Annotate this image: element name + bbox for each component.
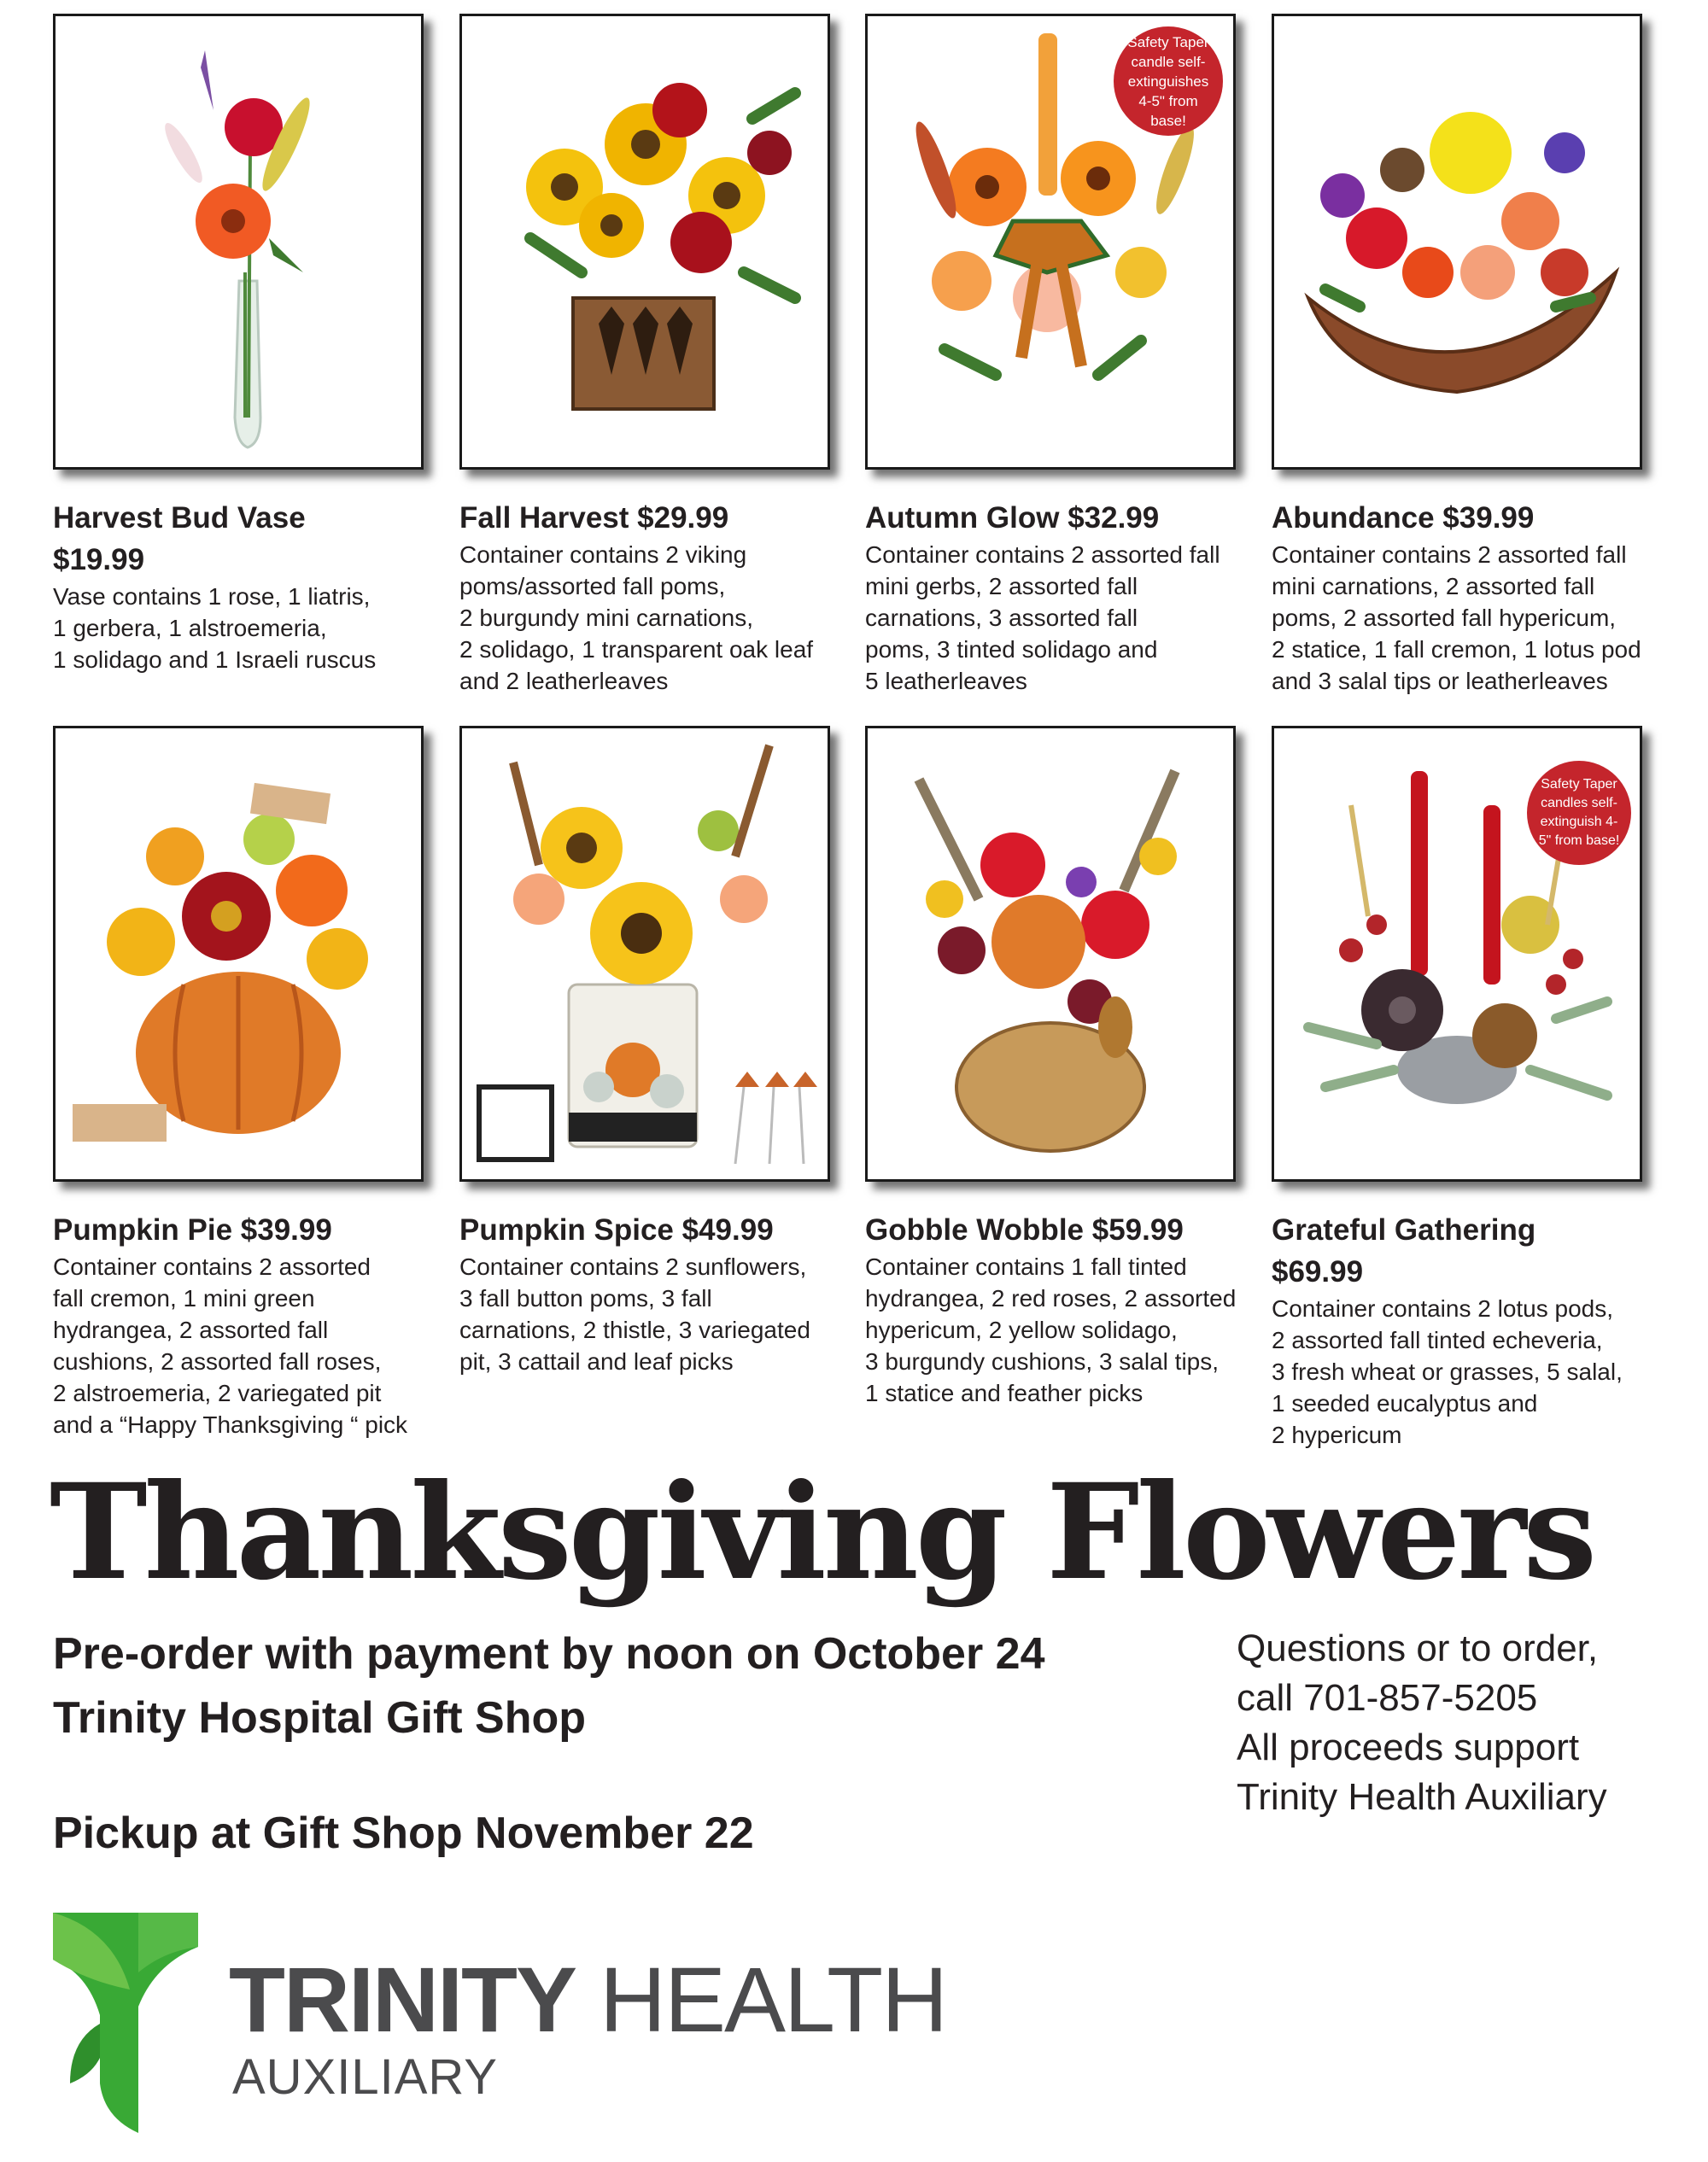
pumpkin-spice-illustration <box>462 728 828 1179</box>
product-desc-line: and 3 salal tips or leatherleaves <box>1272 668 1608 694</box>
fall-harvest-illustration <box>462 16 828 467</box>
product-desc-line: and a “Happy Thanksgiving “ pick <box>53 1411 408 1438</box>
product-photo <box>1272 726 1642 1182</box>
product-desc-line: 2 statice, 1 fall cremon, 1 lotus pod <box>1272 636 1641 663</box>
product-title: Pumpkin Pie $39.99 <box>53 1213 332 1247</box>
product-desc-line: 2 assorted fall tinted echeveria, <box>1272 1327 1603 1353</box>
product-photo <box>459 726 830 1182</box>
product-desc-line: 2 hypericum <box>1272 1422 1402 1448</box>
brand-subtitle: AUXILIARY <box>232 2049 498 2105</box>
product-desc-line: poms, 2 assorted fall hypericum, <box>1272 605 1617 631</box>
product-desc-line: Container contains 1 fall tinted <box>865 1253 1187 1280</box>
product-photo <box>53 14 424 470</box>
product-price: $19.99 <box>53 543 145 576</box>
pumpkin-pie-illustration <box>56 728 421 1179</box>
product-desc-line: 5 leatherleaves <box>865 668 1027 694</box>
product-desc-line: 1 solidago and 1 Israeli ruscus <box>53 646 377 673</box>
product-price: $69.99 <box>1272 1255 1364 1288</box>
preorder-info <box>53 1622 1045 1750</box>
product-desc-line: 2 solidago, 1 transparent oak leaf <box>459 636 814 663</box>
product-desc-line: Container contains 2 assorted fall <box>1272 541 1627 568</box>
contact-line: All proceeds support <box>1237 1727 1580 1768</box>
product-caption <box>865 1209 1275 1409</box>
product-title: Pumpkin Spice $49.99 <box>459 1213 774 1247</box>
product-caption <box>459 497 869 697</box>
product-photo <box>1272 14 1642 470</box>
safety-taper-badge: Safety Taper candle self-extinguishes 4-5" from base! <box>1114 26 1223 136</box>
product-desc-line: carnations, 2 thistle, 3 variegated <box>459 1317 810 1343</box>
product-caption <box>1272 1209 1682 1451</box>
product-desc-line: 1 seeded eucalyptus and <box>1272 1390 1538 1417</box>
product-caption <box>1272 497 1682 697</box>
product-title: Harvest Bud Vase <box>53 501 306 535</box>
product-caption <box>53 1209 463 1440</box>
preorder-line: Trinity Hospital Gift Shop <box>53 1693 586 1743</box>
product-desc-line: Vase contains 1 rose, 1 liatris, <box>53 583 371 610</box>
brand-name-regular: HEALTH <box>575 1948 947 2051</box>
product-desc-line: hypericum, 2 yellow solidago, <box>865 1317 1178 1343</box>
trinity-health-logo-icon <box>53 1913 207 2133</box>
product-desc-line: Container contains 2 sunflowers, <box>459 1253 807 1280</box>
product-title: Abundance $39.99 <box>1272 501 1535 535</box>
product-desc-line: 3 fresh wheat or grasses, 5 salal, <box>1272 1359 1623 1385</box>
product-title: Fall Harvest $29.99 <box>459 501 729 535</box>
contact-line: Questions or to order, <box>1237 1627 1599 1669</box>
product-title: Autumn Glow $32.99 <box>865 501 1160 535</box>
product-photo <box>865 14 1236 470</box>
product-desc-line: Container contains 2 lotus pods, <box>1272 1295 1614 1322</box>
abundance-illustration <box>1274 16 1640 467</box>
product-desc-line: pit, 3 cattail and leaf picks <box>459 1348 734 1375</box>
contact-info <box>1237 1624 1607 1822</box>
pickup-info: Pickup at Gift Shop November 22 <box>53 1808 754 1858</box>
product-desc-line: cushions, 2 assorted fall roses, <box>53 1348 382 1375</box>
product-desc-line: poms, 3 tinted solidago and <box>865 636 1158 663</box>
product-caption <box>459 1209 869 1377</box>
product-desc-line: Container contains 2 assorted <box>53 1253 371 1280</box>
product-desc-line: Container contains 2 viking <box>459 541 747 568</box>
safety-taper-badge: Safety Taper candles self-extinguish 4-5" from base! <box>1527 761 1631 865</box>
product-photo <box>865 726 1236 1182</box>
product-desc-line: poms/assorted fall poms, <box>459 573 726 599</box>
product-desc-line: 3 burgundy cushions, 3 salal tips, <box>865 1348 1220 1375</box>
gobble-wobble-illustration <box>868 728 1233 1179</box>
product-desc-line: and 2 leatherleaves <box>459 668 669 694</box>
product-desc-line: 3 fall button poms, 3 fall <box>459 1285 712 1312</box>
product-desc-line: mini carnations, 2 assorted fall <box>1272 573 1595 599</box>
product-desc-line: 1 gerbera, 1 alstroemeria, <box>53 615 327 641</box>
product-desc-line: Container contains 2 assorted fall <box>865 541 1220 568</box>
product-desc-line: carnations, 3 assorted fall <box>865 605 1138 631</box>
product-caption <box>53 497 463 675</box>
brand-name <box>229 1949 946 2051</box>
contact-line: Trinity Health Auxiliary <box>1237 1776 1607 1818</box>
product-desc-line: fall cremon, 1 mini green <box>53 1285 315 1312</box>
page-title: Thanksgiving Flowers <box>50 1455 1594 1610</box>
product-desc-line: 2 burgundy mini carnations, <box>459 605 753 631</box>
preorder-line: Pre-order with payment by noon on October 24 <box>53 1629 1045 1679</box>
product-caption <box>865 497 1275 697</box>
product-desc-line: 2 alstroemeria, 2 variegated pit <box>53 1380 382 1406</box>
product-title: Grateful Gathering <box>1272 1213 1536 1247</box>
product-photo <box>53 726 424 1182</box>
product-desc-line: hydrangea, 2 red roses, 2 assorted <box>865 1285 1237 1312</box>
product-desc-line: hydrangea, 2 assorted fall <box>53 1317 329 1343</box>
product-photo <box>459 14 830 470</box>
bud-vase-illustration <box>56 16 421 467</box>
product-desc-line: 1 statice and feather picks <box>865 1380 1144 1406</box>
brand-name-bold: TRINITY <box>229 1948 576 2051</box>
product-desc-line: mini gerbs, 2 assorted fall <box>865 573 1138 599</box>
contact-line: call 701-857-5205 <box>1237 1677 1538 1719</box>
product-title: Gobble Wobble $59.99 <box>865 1213 1184 1247</box>
